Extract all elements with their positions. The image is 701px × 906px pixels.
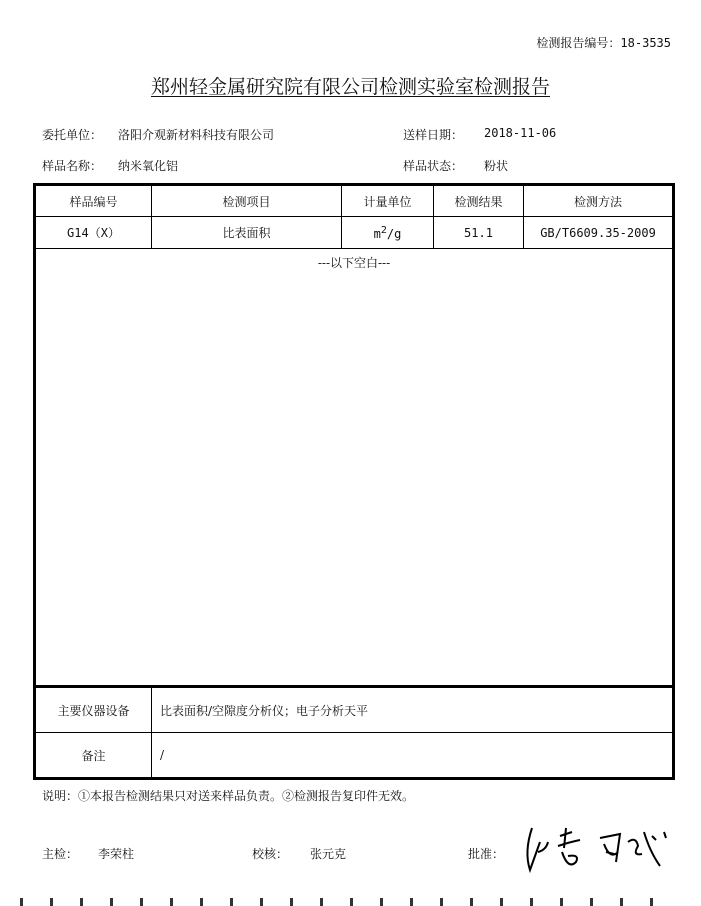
state-value: 粉状 — [484, 159, 509, 173]
cropped-text-edge — [20, 898, 680, 906]
remark-label: 备注 — [35, 733, 152, 779]
reviewer-name: 张元克 — [310, 847, 347, 861]
table-row — [35, 217, 674, 249]
header-sample-id: 样品编号 — [35, 185, 152, 217]
header-result: 检测结果 — [434, 185, 524, 217]
approver-signature — [520, 822, 670, 874]
approver-label: 批准： — [468, 847, 505, 861]
unit-exponent: 2 — [380, 224, 387, 236]
remark-row — [35, 733, 674, 779]
client-value: 洛阳介观新材料科技有限公司 — [118, 128, 275, 142]
equipment-label: 主要仪器设备 — [35, 687, 152, 733]
method: GB/T6609.35-2009 — [524, 217, 674, 249]
footnote: 说明：①本报告检测结果只对送来样品负责。②检测报告复印件无效。 — [42, 789, 415, 803]
results-table — [33, 183, 675, 780]
report-number-value: 18-3535 — [620, 36, 671, 50]
unit-tail: /g — [386, 226, 402, 241]
remark-value: / — [152, 733, 674, 779]
blank-row — [35, 249, 674, 687]
header-method: 检测方法 — [524, 185, 674, 217]
result: 51.1 — [434, 217, 524, 249]
report-number — [536, 34, 671, 51]
unit — [342, 217, 434, 249]
unit-base: m — [373, 226, 381, 241]
blank-note — [35, 249, 674, 687]
inspector-label: 主检： — [42, 847, 79, 861]
equipment-value: 比表面积/空隙度分析仪；电子分析天平 — [152, 687, 674, 733]
header-item: 检测项目 — [152, 185, 342, 217]
header-unit: 计量单位 — [342, 185, 434, 217]
table-header-row — [35, 185, 674, 217]
equipment-row — [35, 687, 674, 733]
blank-note-text: ---以下空白--- — [317, 256, 391, 270]
date-value: 2018-11-06 — [484, 126, 557, 140]
state-label: 样品状态： — [403, 159, 464, 173]
sample-id: G14（X） — [35, 217, 152, 249]
date-label: 送样日期： — [403, 128, 464, 142]
sample-name-label: 样品名称： — [42, 159, 103, 173]
report-number-label: 检测报告编号： — [536, 36, 621, 50]
client-label: 委托单位： — [42, 128, 103, 142]
sample-name-value: 纳米氧化铝 — [118, 159, 179, 173]
reviewer-label: 校核： — [252, 847, 289, 861]
test-item: 比表面积 — [152, 217, 342, 249]
inspector-name: 李荣柱 — [98, 847, 135, 861]
title-text: 郑州轻金属研究院有限公司检测实验室检测报告 — [150, 76, 550, 98]
page-title — [0, 72, 701, 99]
